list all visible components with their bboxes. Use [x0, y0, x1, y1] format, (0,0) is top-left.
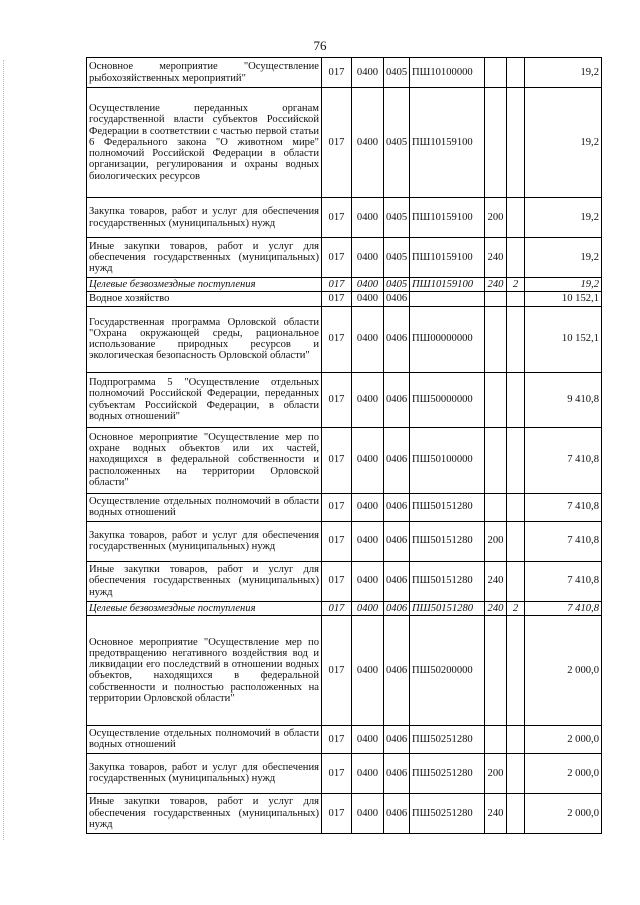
table-row	[87, 601, 602, 615]
amount-value: 19,2	[525, 238, 602, 278]
row-description: Целевые безвозмездные поступления	[87, 278, 322, 292]
section-code: 0400	[352, 292, 384, 306]
target-article-code: ПШ50251280	[410, 793, 485, 833]
table-row	[87, 58, 602, 88]
table-row	[87, 198, 602, 238]
table-row	[87, 292, 602, 306]
section-code: 0400	[352, 88, 384, 198]
subsection-code: 0405	[384, 198, 410, 238]
funding-source-code	[507, 427, 525, 493]
section-code: 0400	[352, 306, 384, 372]
row-description: Закупка товаров, работ и услуг для обеспечения государственных (муниципальных) нужд	[87, 198, 322, 238]
funding-source-code	[507, 521, 525, 561]
subsection-code: 0405	[384, 58, 410, 88]
row-description: Подпрограмма 5 "Осуществление отдельных полномочий Российской Федерации, переданных субъектам Российской Федерации, в области водных отношений"	[87, 372, 322, 427]
target-article-code: ПШ50251280	[410, 725, 485, 753]
target-article-code: ПШ10159100	[410, 278, 485, 292]
amount-value: 2 000,0	[525, 615, 602, 725]
target-article-code: ПШ50000000	[410, 372, 485, 427]
expense-type-code: 200	[485, 198, 507, 238]
page-number: 76	[313, 38, 327, 53]
ministry-code: 017	[322, 615, 352, 725]
amount-value: 19,2	[525, 58, 602, 88]
amount-value: 7 410,8	[525, 521, 602, 561]
target-article-code	[410, 292, 485, 306]
ministry-code: 017	[322, 725, 352, 753]
target-article-code: ПШ10100000	[410, 58, 485, 88]
row-description: Водное хозяйство	[87, 292, 322, 306]
target-article-code: ПШ00000000	[410, 306, 485, 372]
expense-type-code: 240	[485, 278, 507, 292]
section-code: 0400	[352, 238, 384, 278]
funding-source-code	[507, 615, 525, 725]
row-description: Основное мероприятие "Осуществление рыбохозяйственных мероприятий"	[87, 58, 322, 88]
section-code: 0400	[352, 561, 384, 601]
section-code: 0400	[352, 427, 384, 493]
funding-source-code	[507, 372, 525, 427]
section-code: 0400	[352, 493, 384, 521]
target-article-code: ПШ10159100	[410, 238, 485, 278]
ministry-code: 017	[322, 521, 352, 561]
table-row	[87, 372, 602, 427]
row-description: Иные закупки товаров, работ и услуг для обеспечения государственных (муниципальных) нужд	[87, 238, 322, 278]
target-article-code: ПШ10159100	[410, 198, 485, 238]
amount-value: 10 152,1	[525, 292, 602, 306]
row-description: Основное мероприятие "Осуществление мер по предотвращению негативного воздействия вод и ликвидации его последствий в отношении водных объектов, находящихся в федеральной собственности и полностью расположенных на территории Орловской области"	[87, 615, 322, 725]
row-description: Иные закупки товаров, работ и услуг для обеспечения государственных (муниципальных) нужд	[87, 793, 322, 833]
target-article-code: ПШ50151280	[410, 521, 485, 561]
ministry-code: 017	[322, 306, 352, 372]
funding-source-code	[507, 292, 525, 306]
subsection-code: 0406	[384, 493, 410, 521]
table-row	[87, 493, 602, 521]
section-code: 0400	[352, 725, 384, 753]
expense-type-code: 200	[485, 753, 507, 793]
funding-source-code	[507, 198, 525, 238]
ministry-code: 017	[322, 88, 352, 198]
section-code: 0400	[352, 278, 384, 292]
amount-value: 7 410,8	[525, 493, 602, 521]
expense-type-code: 240	[485, 561, 507, 601]
expense-type-code	[485, 427, 507, 493]
ministry-code: 017	[322, 58, 352, 88]
section-code: 0400	[352, 753, 384, 793]
expense-type-code: 200	[485, 521, 507, 561]
table-row	[87, 521, 602, 561]
table-row	[87, 306, 602, 372]
expense-type-code	[485, 88, 507, 198]
funding-source-code	[507, 493, 525, 521]
row-description: Государственная программа Орловской области "Охрана окружающей среды, рациональное использование природных ресурсов и экологическая безопасность Орловской области"	[87, 306, 322, 372]
subsection-code: 0406	[384, 292, 410, 306]
amount-value: 2 000,0	[525, 725, 602, 753]
row-description: Целевые безвозмездные поступления	[87, 601, 322, 615]
row-description: Основное мероприятие "Осуществление мер по охране водных объектов или их частей, находящихся в федеральной собственности и расположенных на территории Орловской области"	[87, 427, 322, 493]
subsection-code: 0406	[384, 521, 410, 561]
expense-type-code	[485, 725, 507, 753]
table-row	[87, 278, 602, 292]
subsection-code: 0406	[384, 725, 410, 753]
section-code: 0400	[352, 372, 384, 427]
amount-value: 19,2	[525, 88, 602, 198]
table-row	[87, 725, 602, 753]
section-code: 0400	[352, 521, 384, 561]
ministry-code: 017	[322, 561, 352, 601]
target-article-code: ПШ50151280	[410, 493, 485, 521]
amount-value: 19,2	[525, 278, 602, 292]
subsection-code: 0406	[384, 753, 410, 793]
funding-source-code	[507, 88, 525, 198]
section-code: 0400	[352, 601, 384, 615]
ministry-code: 017	[322, 238, 352, 278]
target-article-code: ПШ10159100	[410, 88, 485, 198]
subsection-code: 0406	[384, 306, 410, 372]
amount-value: 7 410,8	[525, 561, 602, 601]
ministry-code: 017	[322, 793, 352, 833]
funding-source-code	[507, 58, 525, 88]
amount-value: 2 000,0	[525, 753, 602, 793]
subsection-code: 0406	[384, 615, 410, 725]
amount-value: 2 000,0	[525, 793, 602, 833]
expense-type-code	[485, 306, 507, 372]
target-article-code: ПШ50200000	[410, 615, 485, 725]
ministry-code: 017	[322, 427, 352, 493]
funding-source-code	[507, 753, 525, 793]
budget-table	[86, 57, 602, 834]
ministry-code: 017	[322, 753, 352, 793]
target-article-code: ПШ50151280	[410, 601, 485, 615]
section-code: 0400	[352, 793, 384, 833]
subsection-code: 0406	[384, 427, 410, 493]
expense-type-code	[485, 493, 507, 521]
target-article-code: ПШ50151280	[410, 561, 485, 601]
funding-source-code	[507, 306, 525, 372]
ministry-code: 017	[322, 278, 352, 292]
table-row	[87, 753, 602, 793]
funding-source-code: 2	[507, 601, 525, 615]
row-description: Осуществление переданных органам государственной власти субъектов Российской Федерации в соответствии с частью первой статьи 6 Федерального закона "О животном мире" полномочий Российской Федерации в области организации, регулирования и охраны водных биологических ресурсов	[87, 88, 322, 198]
expense-type-code	[485, 615, 507, 725]
funding-source-code	[507, 793, 525, 833]
amount-value: 7 410,8	[525, 427, 602, 493]
subsection-code: 0406	[384, 561, 410, 601]
expense-type-code: 240	[485, 601, 507, 615]
amount-value: 7 410,8	[525, 601, 602, 615]
section-code: 0400	[352, 198, 384, 238]
expense-type-code	[485, 292, 507, 306]
row-description: Закупка товаров, работ и услуг для обеспечения государственных (муниципальных) нужд	[87, 521, 322, 561]
table-row	[87, 427, 602, 493]
budget-table-body	[87, 58, 602, 834]
subsection-code: 0405	[384, 238, 410, 278]
amount-value: 10 152,1	[525, 306, 602, 372]
funding-source-code	[507, 238, 525, 278]
ministry-code: 017	[322, 493, 352, 521]
ministry-code: 017	[322, 292, 352, 306]
funding-source-code: 2	[507, 278, 525, 292]
expense-type-code	[485, 58, 507, 88]
expense-type-code	[485, 372, 507, 427]
scan-edge-marks	[3, 60, 8, 840]
subsection-code: 0406	[384, 372, 410, 427]
funding-source-code	[507, 725, 525, 753]
ministry-code: 017	[322, 601, 352, 615]
row-description: Осуществление отдельных полномочий в области водных отношений	[87, 493, 322, 521]
amount-value: 9 410,8	[525, 372, 602, 427]
subsection-code: 0405	[384, 278, 410, 292]
section-code: 0400	[352, 615, 384, 725]
row-description: Закупка товаров, работ и услуг для обеспечения государственных (муниципальных) нужд	[87, 753, 322, 793]
table-row	[87, 793, 602, 833]
table-row	[87, 238, 602, 278]
ministry-code: 017	[322, 198, 352, 238]
row-description: Иные закупки товаров, работ и услуг для обеспечения государственных (муниципальных) нужд	[87, 561, 322, 601]
target-article-code: ПШ50100000	[410, 427, 485, 493]
table-row	[87, 561, 602, 601]
ministry-code: 017	[322, 372, 352, 427]
amount-value: 19,2	[525, 198, 602, 238]
table-row	[87, 88, 602, 198]
subsection-code: 0405	[384, 88, 410, 198]
expense-type-code: 240	[485, 793, 507, 833]
table-row	[87, 615, 602, 725]
subsection-code: 0406	[384, 793, 410, 833]
funding-source-code	[507, 561, 525, 601]
expense-type-code: 240	[485, 238, 507, 278]
row-description: Осуществление отдельных полномочий в области водных отношений	[87, 725, 322, 753]
target-article-code: ПШ50251280	[410, 753, 485, 793]
section-code: 0400	[352, 58, 384, 88]
subsection-code: 0406	[384, 601, 410, 615]
